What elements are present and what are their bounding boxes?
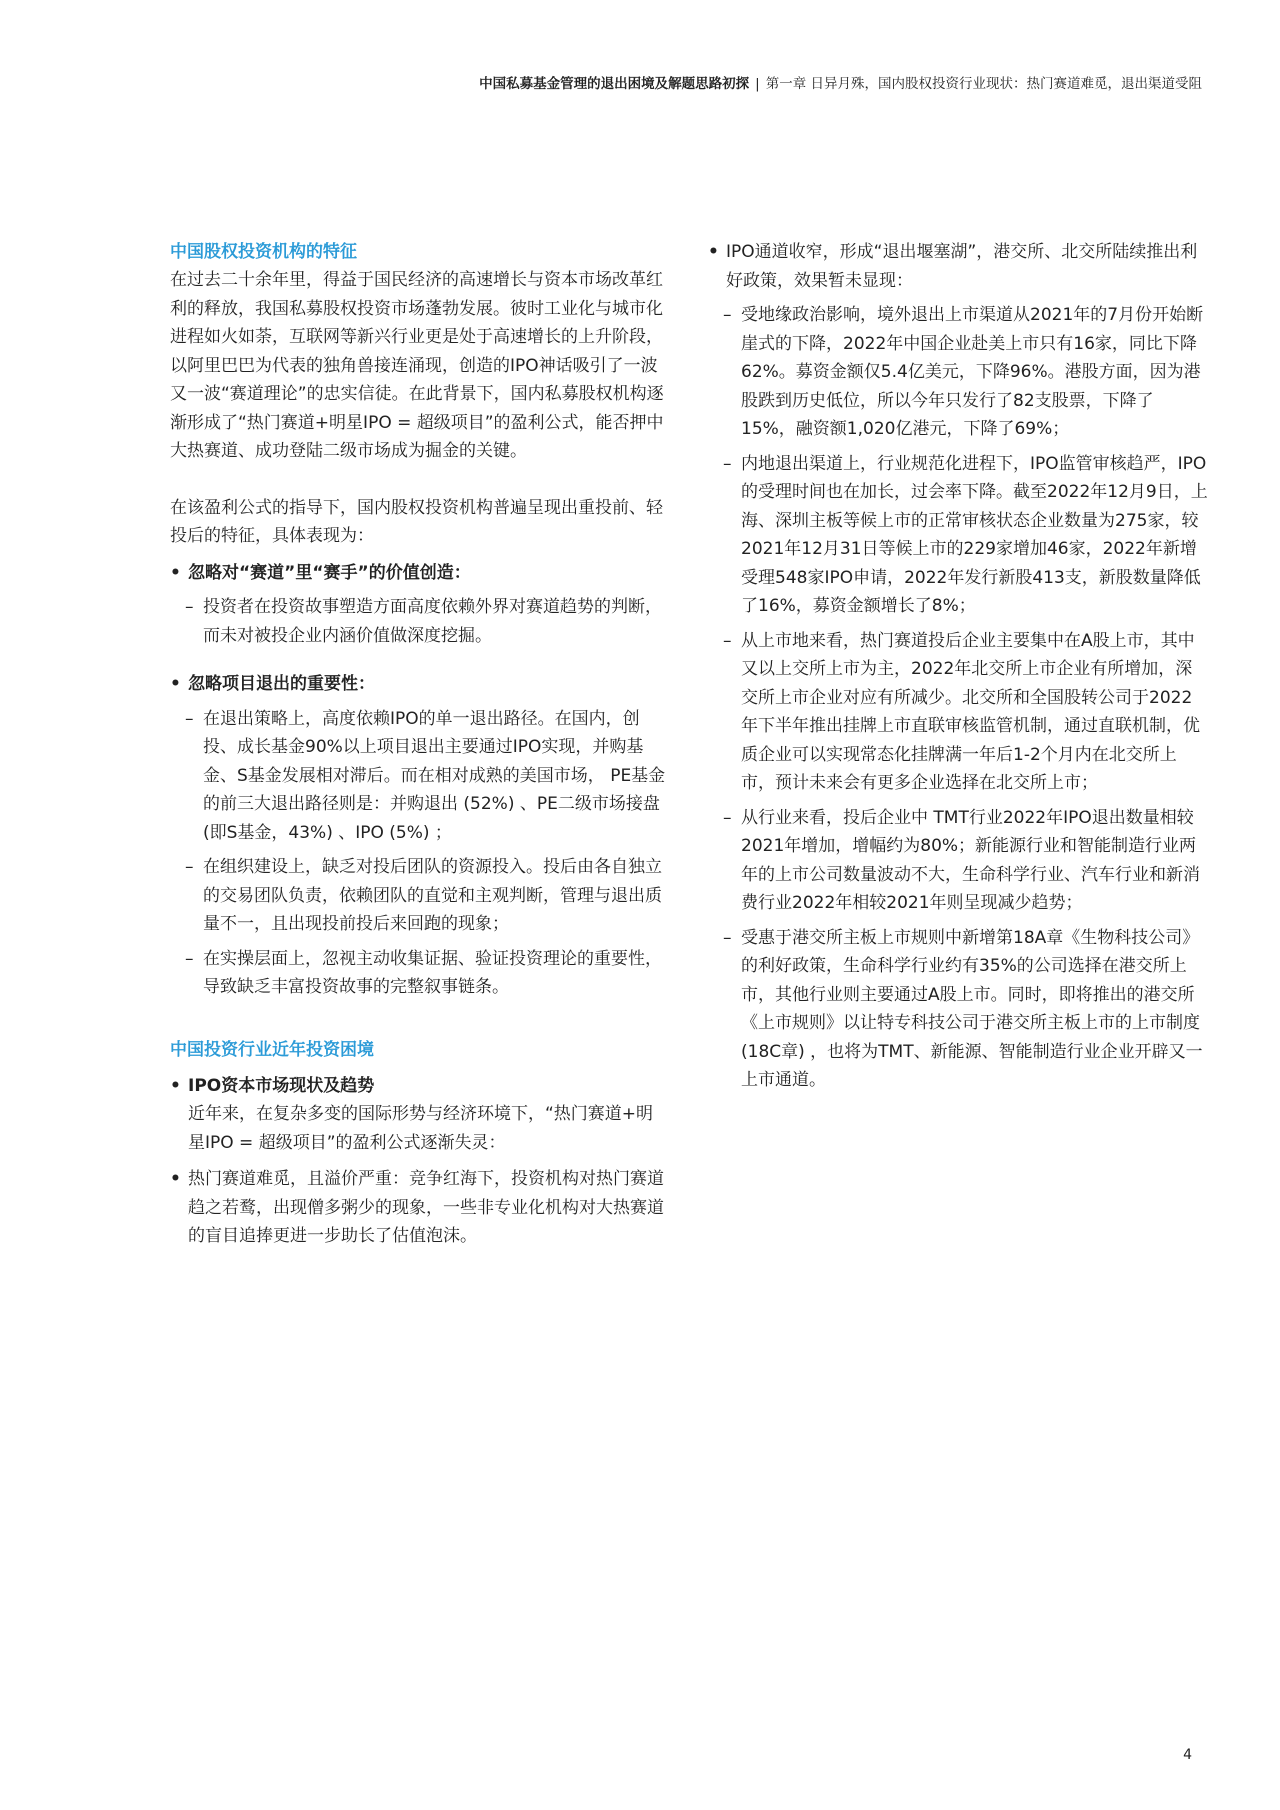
dash-text: 从上市地来看，热门赛道投后企业主要集中在A股上市，其中又以上交所上市为主，2022年北交所上市企业有所增加，深交所上市企业对应有所减少。北交所和全国股转公司于2022年下半年推出挂牌上市直联审核监管机制，通过直联机制，优质企业可以实现常态化挂牌满一年后1-2个月内在北交所上市，预计未来会有更多企业选择在北交所上市； — [741, 630, 1200, 793]
intro-paragraph: 在过去二十余年里，得益于国民经济的高速增长与资本市场改革红利的释放，我国私募股权投资市场蓬勃发展。彼时工业化与城市化进程如火如荼，互联网等新兴行业更是处于高速增长的上升阶段，以阿里巴巴为代表的独角兽接连涌现，创造的IPO神话吸引了一波又一波“赛道理论”的忠实信徒。在此背景下，国内私募股权机构逐渐形成了“热门赛道+明星IPO = 超级项目”的盈利公式，能否押中大热赛道、成功登陆二级市场成为掘金的关键。 — [170, 270, 664, 461]
bullet-ipo-market — [170, 1072, 670, 1101]
formula-paragraph: 在该盈利公式的指导下，国内股权投资机构普遍呈现出重投前、轻投后的特征，具体表现为： — [170, 497, 663, 546]
dash-mark: – — [723, 807, 732, 828]
dash-item — [170, 853, 670, 939]
right-column — [708, 238, 1208, 1101]
dash-mark: – — [185, 857, 194, 877]
dash-text: 内地退出渠道上，行业规范化进程下，IPO监管审核趋严，IPO的受理时间也在加长，过会率下降。截至2022年12月9日，上海、深圳主板等候上市的正常审核状态企业数量为275家，较2021年12月31日等候上市的229家增加46家，2022年新增受理548家IPO申请，2022年发行新股413支，新股数量降低了16%，募资金额增长了8%； — [741, 453, 1208, 616]
dash-text: 受地缘政治影响，境外退出上市渠道从2021年的7月份开始断崖式的下降，2022年中国企业赴美上市只有16家，同比下降62%。募资金额仅5.4亿美元，下降96%。港股方面，因为港股跌到历史低位，所以今年只发行了82支股票，下降了15%，融资额1,020亿港元，下降了69%； — [741, 305, 1204, 439]
dash-item — [170, 945, 670, 1002]
dash-text: 在组织建设上，缺乏对投后团队的资源投入。投后由各自独立的交易团队负责，依赖团队的直觉和主观判断，管理与退出质量不一，且出现投前投后来回跑的现象； — [203, 857, 662, 934]
bullet-hot-track — [170, 1165, 670, 1251]
bullet-dot: • — [170, 674, 181, 694]
bullet-text: 热门赛道难觅，且溢价严重：竞争红海下，投资机构对热门赛道趋之若鹜，出现僧多粥少的现象，一些非专业化机构对大热赛道的盲目追捧更进一步助长了估值泡沫。 — [188, 1169, 664, 1246]
dash-item — [708, 627, 1208, 798]
dash-mark: – — [723, 453, 732, 474]
header-chapter: 第一章 日异月殊，国内股权投资行业现状：热门赛道难觅，退出渠道受阻 — [765, 76, 1202, 92]
bullet-ignore-exit — [170, 670, 670, 699]
left-column — [170, 238, 670, 1251]
bullet-ipo-channel — [708, 238, 1208, 295]
bullet-ignore-value-creation — [170, 559, 670, 588]
dash-item — [708, 301, 1208, 444]
dash-item — [708, 924, 1208, 1095]
dash-mark: – — [723, 305, 732, 325]
dash-item — [170, 593, 670, 650]
dash-text: 在实操层面上，忽视主动收集证据、验证投资理论的重要性，导致缺乏丰富投资故事的完整叙事链条。 — [203, 948, 662, 997]
dash-item — [708, 450, 1208, 621]
header-report-title: 中国私募基金管理的退出困境及解题思路初探 — [479, 76, 750, 92]
bullet-dot: • — [170, 1169, 181, 1189]
dash-mark: – — [723, 630, 732, 651]
ipo-market-text: 近年来，在复杂多变的国际形势与经济环境下，“热门赛道+明星IPO = 超级项目”的盈利公式逐渐失灵： — [188, 1104, 654, 1153]
dash-item — [708, 804, 1208, 918]
dash-mark: – — [185, 948, 194, 969]
bullet-title: 忽略对“赛道”里“赛手”的价值创造： — [188, 562, 471, 583]
dash-item — [170, 705, 670, 848]
dash-text: 投资者在投资故事塑造方面高度依赖外界对赛道趋势的判断，而未对被投企业内涵价值做深度挖掘。 — [203, 597, 662, 646]
section-title-dilemma: 中国投资行业近年投资困境 — [170, 1039, 374, 1060]
dash-text: 在退出策略上，高度依赖IPO的单一退出路径。在国内，创投、成长基金90%以上项目退出主要通过IPO实现，并购基金、S基金发展相对滞后。而在相对成熟的美国市场， PE基金的前三大退出路径则是：并购退出 (52%) 、PE二级市场接盘 (即S基金，43%) 、IPO (5%) ； — [203, 708, 666, 843]
section-title-characteristics: 中国股权投资机构的特征 — [170, 242, 357, 262]
dash-text: 受惠于港交所主板上市规则中新增第18A章《生物科技公司》的利好政策，生命科学行业约有35%的公司选择在港交所上市，其他行业则主要通过A股上市。同时，即将推出的港交所《上市规则》以让特专科技公司于港交所主板上市的上市制度 (18C章) ，也将为TMT、新能源、智能制造行业企业开辟又一上市通道。 — [741, 927, 1203, 1090]
dash-text: 从行业来看，投后企业中 TMT行业2022年IPO退出数量相较2021年增加，增幅约为80%；新能源行业和智能制造行业两年的上市公司数量波动不大，生命科学行业、汽车行业和新消费行业2022年相较2021年则呈现减少趋势； — [741, 807, 1200, 913]
dash-mark: – — [723, 927, 732, 948]
dash-mark: – — [185, 597, 194, 617]
bullet-title: 忽略项目退出的重要性： — [188, 674, 375, 694]
bullet-title: IPO资本市场现状及趋势 — [188, 1075, 375, 1096]
bullet-dot: • — [170, 1075, 181, 1096]
page-number: 4 — [1183, 1747, 1192, 1763]
bullet-dot: • — [170, 562, 181, 583]
dash-mark: – — [185, 708, 194, 729]
bullet-text: IPO通道收窄，形成“退出堰塞湖”，港交所、北交所陆续推出利好政策，效果暂未显现： — [726, 242, 1198, 291]
running-header — [72, 72, 1202, 92]
header-separator: | — [755, 76, 760, 92]
bullet-dot: • — [708, 242, 719, 262]
